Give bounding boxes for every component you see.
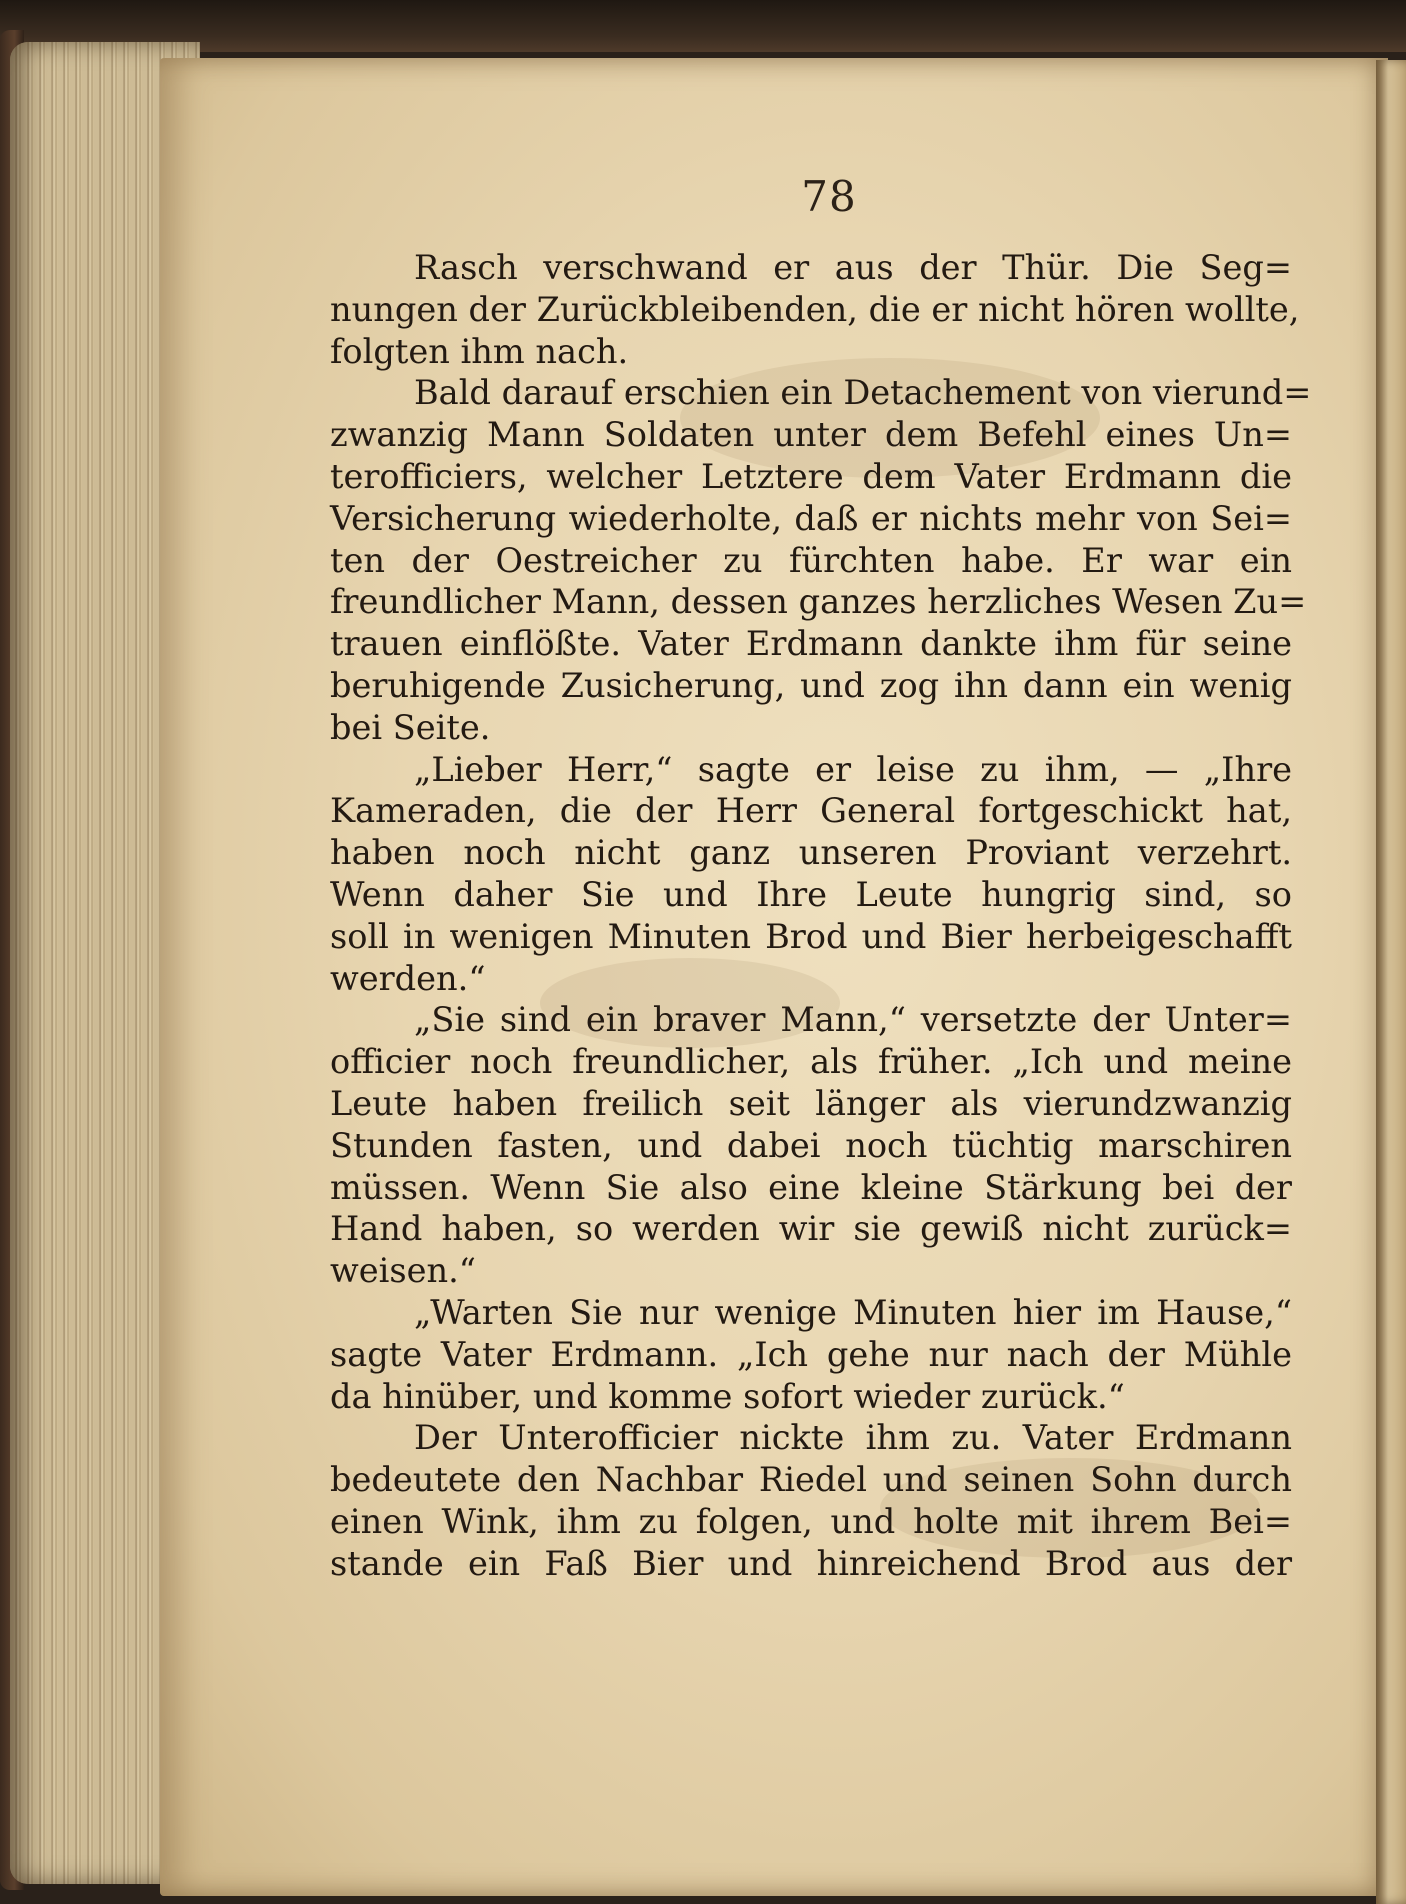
text-line: Wenn daher Sie und Ihre Leute hungrig sind, so: [330, 874, 1292, 914]
text-line: Kameraden, die der Herr General fortgeschickt hat,: [330, 791, 1292, 831]
text-line: soll in wenigen Minuten Brod und Bier herbeigeschafft: [330, 916, 1292, 956]
text-line: bei Seite.: [330, 707, 491, 747]
text-line: einen Wink, ihm zu folgen, und holte mit ihrem Bei=: [330, 1501, 1292, 1541]
text-line: zwanzig Mann Soldaten unter dem Befehl eines Un=: [330, 415, 1292, 455]
text-line: ten der Oestreicher zu fürchten habe. Er war ein: [330, 540, 1292, 580]
next-page-edge: [1376, 60, 1406, 1904]
book-top-shadow: [0, 0, 1406, 52]
text-line: bedeutete den Nachbar Riedel und seinen Sohn durch: [330, 1460, 1292, 1500]
text-line: freundlicher Mann, dessen ganzes herzliches Wesen Zu=: [330, 582, 1307, 622]
text-line: terofficiers, welcher Letztere dem Vater Erdmann die: [330, 456, 1292, 496]
body-text: [330, 247, 1312, 1585]
text-line: Bald darauf erschien ein Detachement von vierund=: [414, 373, 1312, 413]
text-line: folgten ihm nach.: [330, 331, 629, 371]
text-line: nungen der Zurückbleibenden, die er nicht hören wollte,: [330, 289, 1300, 329]
text-line: „Lieber Herr,“ sagte er leise zu ihm, — „Ihre: [414, 749, 1292, 789]
text-line: haben noch nicht ganz unseren Proviant verzehrt.: [330, 833, 1292, 873]
text-line: Leute haben freilich seit länger als vierundzwanzig: [330, 1083, 1292, 1123]
text-line: Versicherung wiederholte, daß er nichts mehr von Sei=: [330, 498, 1292, 538]
text-line: stande ein Faß Bier und hinreichend Brod aus der: [330, 1543, 1292, 1583]
text-line: müssen. Wenn Sie also eine kleine Stärkung bei der: [330, 1167, 1292, 1207]
text-line: officier noch freundlicher, als früher. „Ich und meine: [330, 1042, 1292, 1082]
text-line: „Sie sind ein braver Mann,“ versetzte der Unter=: [414, 1000, 1292, 1040]
text-line: weisen.“: [330, 1251, 476, 1291]
text-line: sagte Vater Erdmann. „Ich gehe nur nach der Mühle: [330, 1334, 1292, 1374]
text-line: Stunden fasten, und dabei noch tüchtig marschiren: [330, 1125, 1292, 1165]
text-line: Der Unterofficier nickte ihm zu. Vater Erdmann: [414, 1418, 1292, 1458]
text-line: Rasch verschwand er aus der Thür. Die Seg=: [414, 248, 1292, 287]
text-line: trauen einflößte. Vater Erdmann dankte ihm für seine: [330, 624, 1292, 664]
text-line: da hinüber, und komme sofort wieder zurück.“: [330, 1376, 1125, 1416]
text-line: werden.“: [330, 958, 486, 998]
text-line: „Warten Sie nur wenige Minuten hier im Hause,“: [414, 1292, 1292, 1332]
page-number: 78: [801, 172, 857, 221]
text-line: beruhigende Zusicherung, und zog ihn dann ein wenig: [330, 665, 1292, 705]
text-line: Hand haben, so werden wir sie gewiß nicht zurück=: [330, 1209, 1292, 1249]
